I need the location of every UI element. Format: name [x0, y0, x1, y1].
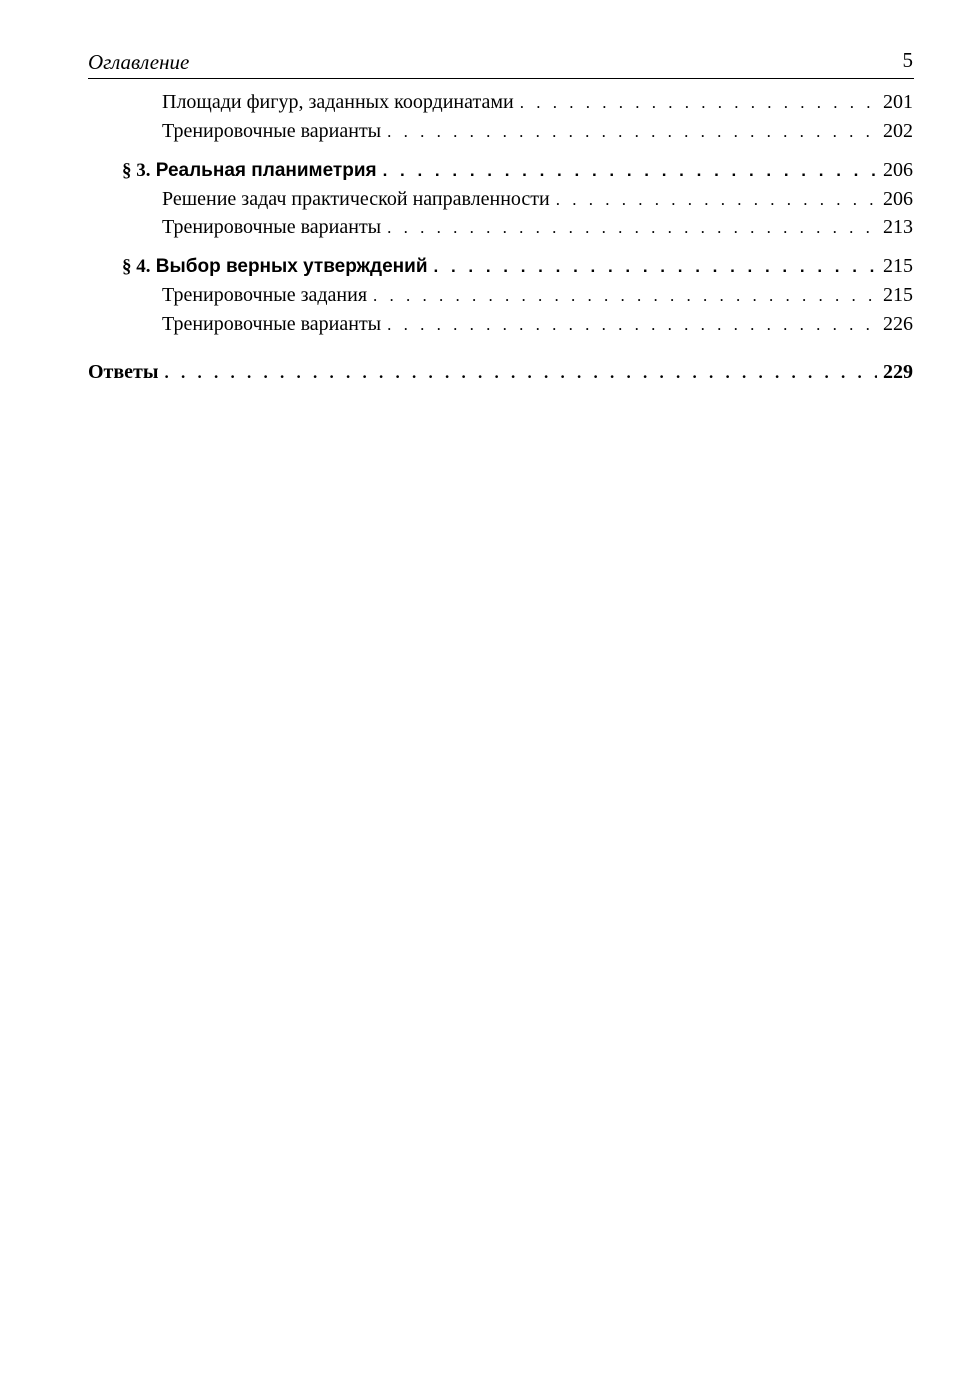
dot-leader: [387, 218, 877, 238]
section-title-text: Реальная планиметрия: [155, 160, 377, 181]
toc-entry[interactable]: [162, 91, 913, 119]
toc-entry-page: 206: [883, 159, 913, 181]
toc-entry[interactable]: [162, 284, 913, 312]
toc-entry-page: 213: [883, 216, 913, 238]
page-number: 5: [902, 48, 913, 72]
dot-leader: [383, 161, 877, 181]
dot-leader: [520, 93, 877, 113]
toc-section-title: [122, 256, 434, 278]
toc-entry-title: Тренировочные варианты: [162, 216, 382, 238]
toc-section-title: [122, 160, 383, 182]
toc-entry[interactable]: [162, 120, 913, 148]
section-number: § 3.: [122, 160, 151, 181]
toc-entry[interactable]: [162, 313, 913, 341]
dot-leader: [434, 257, 878, 277]
dot-leader: [387, 122, 877, 142]
section-number: § 4.: [122, 256, 151, 277]
toc-section-entry[interactable]: [122, 159, 913, 187]
toc-entry-title: Тренировочные варианты: [162, 313, 382, 335]
toc-entry-title: Решение задач практической направленности: [162, 188, 550, 210]
toc-entry[interactable]: [162, 188, 913, 216]
dot-leader: [165, 363, 878, 383]
toc-entry-page: 229: [883, 361, 913, 383]
toc-entry-page: 215: [883, 255, 913, 277]
toc-entry-page: 206: [883, 188, 913, 210]
toc-section-entry[interactable]: [122, 255, 913, 283]
toc-entry-page: 215: [883, 284, 913, 306]
toc-chapter-entry[interactable]: [88, 361, 913, 389]
running-title: Оглавление: [88, 50, 190, 74]
dot-leader: [556, 190, 877, 210]
running-head: [88, 48, 914, 79]
dot-leader: [387, 315, 877, 335]
toc-entry-title: Тренировочные задания: [162, 284, 368, 306]
toc-chapter-title: Ответы: [88, 361, 159, 383]
toc-entry-page: 226: [883, 313, 913, 335]
toc-entry-page: 202: [883, 120, 913, 142]
dot-leader: [373, 286, 877, 306]
toc-entry[interactable]: [162, 216, 913, 244]
toc-entry-page: 201: [883, 91, 913, 113]
section-title-text: Выбор верных утверждений: [155, 256, 428, 277]
toc-entry-title: Тренировочные варианты: [162, 120, 382, 142]
toc-entry-title: Площади фигур, заданных координатами: [162, 91, 514, 113]
